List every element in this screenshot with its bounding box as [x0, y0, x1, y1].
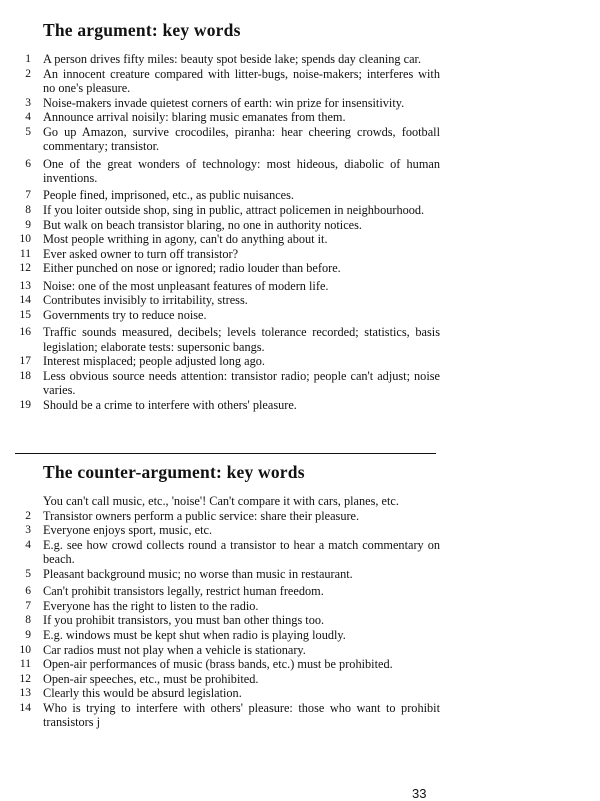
list-item — [0, 613, 440, 627]
list-item — [0, 203, 440, 217]
item-number: 7 — [25, 599, 31, 612]
list-item — [0, 110, 440, 124]
item-number: 14 — [19, 294, 31, 307]
item-text: Governments try to reduce noise. — [43, 307, 207, 322]
list-item — [0, 96, 440, 110]
list-item — [0, 279, 440, 293]
list-item — [0, 643, 440, 657]
item-text: Transistor owners perform a public service: share their pleasure. — [43, 508, 360, 523]
list-item — [0, 523, 440, 537]
item-text: Pleasant background music; no worse than music in restaurant. — [43, 566, 353, 581]
item-number: 15 — [19, 308, 31, 321]
item-text: Noise: one of the most unpleasant features of modern life. — [43, 278, 329, 293]
list-item — [0, 232, 440, 246]
item-text: Everyone has the right to listen to the radio. — [43, 598, 259, 613]
item-text: If you prohibit transistors, you must ban other things too. — [43, 613, 325, 628]
item-number: 16 — [19, 326, 31, 339]
item-number: 3 — [25, 96, 31, 109]
item-number: 9 — [25, 218, 31, 231]
list-item — [0, 672, 440, 686]
list-item — [0, 157, 440, 186]
item-text: Should be a crime to interfere with others' pleasure. — [43, 397, 297, 412]
counter-argument-heading: The counter-argument: key words — [43, 462, 305, 482]
item-number: 12 — [19, 672, 31, 685]
item-text: You can't call music, etc., 'noise'! Can't compare it with cars, planes, etc. — [43, 494, 399, 508]
item-text: Clearly this would be absurd legislation. — [43, 686, 242, 701]
argument-list — [0, 52, 440, 413]
list-item — [0, 125, 440, 154]
list-item — [0, 494, 440, 508]
item-number: 7 — [25, 189, 31, 202]
item-text: But walk on beach transistor blaring, no one in authority notices. — [43, 217, 362, 232]
item-number: 14 — [19, 701, 31, 714]
item-number: 12 — [19, 262, 31, 275]
item-text: People fined, imprisoned, etc., as public nuisances. — [43, 188, 294, 203]
list-item — [0, 538, 440, 567]
item-text: E.g. windows must be kept shut when radio is playing loudly. — [43, 627, 346, 642]
item-number: 3 — [25, 524, 31, 537]
item-number: 5 — [25, 125, 31, 138]
list-item — [0, 67, 440, 96]
item-text: Less obvious source needs attention: transistor radio; people can't adjust; noise varies. — [43, 368, 440, 398]
item-text: Open-air speeches, etc., must be prohibited. — [43, 671, 259, 686]
item-text: Everyone enjoys sport, music, etc. — [43, 523, 213, 538]
list-item — [0, 686, 440, 700]
item-number: 13 — [19, 687, 31, 700]
list-item — [0, 657, 440, 671]
item-number: 11 — [19, 658, 31, 671]
item-text: Ever asked owner to turn off transistor? — [43, 246, 239, 261]
item-text: An innocent creature compared with litter-bugs, noise-makers; interferes with no one's pleasure. — [43, 66, 440, 95]
item-text: Can't prohibit transistors legally, restrict human freedom. — [43, 584, 324, 599]
page-number: 33 — [412, 786, 427, 801]
list-item — [0, 261, 440, 275]
list-item — [0, 218, 440, 232]
list-item — [0, 188, 440, 202]
section-divider — [15, 453, 436, 454]
item-number: 5 — [25, 567, 31, 580]
list-item — [0, 509, 440, 523]
counter-argument-list — [0, 494, 440, 730]
item-text: Interest misplaced; people adjusted long ago. — [43, 354, 265, 369]
item-number: 11 — [19, 247, 31, 260]
list-item — [0, 701, 440, 730]
list-item — [0, 247, 440, 261]
item-text: A person drives fifty miles: beauty spot beside lake; spends day cleaning car. — [43, 52, 422, 66]
list-item — [0, 398, 440, 412]
list-item — [0, 325, 440, 354]
item-number: 6 — [25, 157, 31, 170]
item-number: 9 — [25, 628, 31, 641]
list-item — [0, 52, 440, 66]
item-number: 8 — [25, 614, 31, 627]
item-number: 4 — [25, 111, 31, 124]
list-item — [0, 293, 440, 307]
item-number: 6 — [25, 585, 31, 598]
item-text: Most people writhing in agony, can't do anything about it. — [43, 232, 328, 247]
item-text: Announce arrival noisily: blaring music emanates from them. — [43, 110, 346, 125]
item-text: Who is trying to interfere with others' pleasure: those who want to prohibit transistors j — [43, 700, 440, 730]
list-item — [0, 584, 440, 598]
item-number: 13 — [19, 279, 31, 292]
list-item — [0, 369, 440, 398]
list-item — [0, 628, 440, 642]
item-number: 10 — [19, 643, 31, 656]
list-item — [0, 599, 440, 613]
list-item — [0, 354, 440, 368]
list-item — [0, 567, 440, 581]
item-text: Either punched on nose or ignored; radio louder than before. — [43, 261, 341, 276]
argument-heading: The argument: key words — [43, 20, 241, 40]
item-number: 4 — [25, 538, 31, 551]
item-text: One of the great wonders of technology: most hideous, diabolic of human inventions. — [43, 156, 440, 185]
item-text: If you loiter outside shop, sing in public, attract policemen in neighbourhood. — [43, 203, 425, 217]
item-text: Go up Amazon, survive crocodiles, piranha: hear cheering crowds, football commentary; transistor. — [43, 124, 440, 154]
item-text: Traffic sounds measured, decibels; levels tolerance recorded; statistics, basis legislation; elaborate tests: supersonic bangs. — [43, 325, 440, 354]
item-number: 1 — [25, 53, 31, 65]
item-number: 2 — [25, 67, 31, 80]
item-text: Open-air performances of music (brass bands, etc.) must be prohibited. — [43, 657, 393, 672]
list-item — [0, 308, 440, 322]
item-number: 17 — [19, 355, 31, 368]
item-number: 10 — [19, 233, 31, 246]
item-text: Noise-makers invade quietest corners of earth: win prize for insensitivity. — [43, 95, 405, 110]
item-text: Car radios must not play when a vehicle is stationary. — [43, 642, 306, 657]
item-text: E.g. see how crowd collects round a transistor to hear a match commentary on beach. — [43, 537, 440, 567]
item-number: 8 — [25, 204, 31, 216]
item-number: 19 — [19, 398, 31, 411]
item-text: Contributes invisibly to irritability, stress. — [43, 293, 248, 308]
item-number: 2 — [25, 509, 31, 522]
item-number: 18 — [19, 369, 31, 382]
